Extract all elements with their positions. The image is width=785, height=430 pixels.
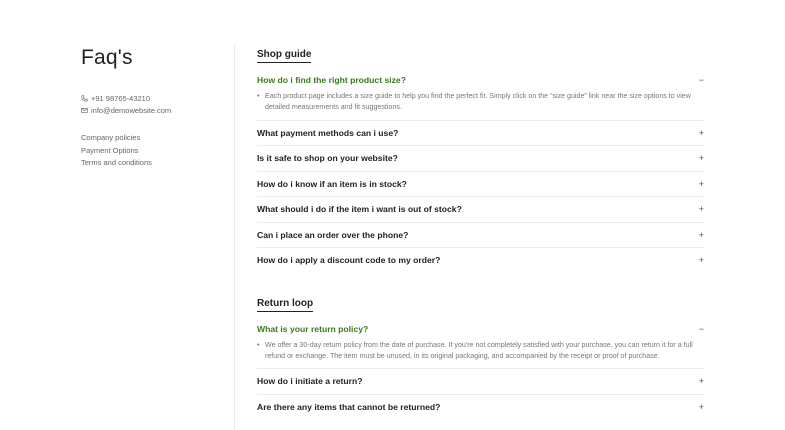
minus-icon[interactable]: − (698, 75, 704, 85)
faq-question-button[interactable] (257, 318, 704, 340)
faq-question: What should i do if the item i want is out of stock? (257, 204, 462, 215)
faq-question-button[interactable] (257, 223, 704, 248)
faq-question-button[interactable] (257, 146, 704, 171)
faq-item (257, 197, 704, 223)
faq-question: How do i find the right product size? (257, 75, 406, 85)
section-shop-guide (257, 44, 704, 273)
link-payment-options[interactable]: Payment Options (81, 145, 139, 155)
faq-item (257, 395, 704, 420)
plus-icon[interactable]: + (698, 204, 704, 215)
faq-answer-text: We offer a 30-day return policy from the date of purchase. If you're not completely satisfied with your purchase, you can return it for a full refund or exchange. The item must be unused, in its original packaging, and accompanied by the receipt or proof of purchase. (265, 340, 693, 360)
faq-answer (257, 340, 704, 369)
faq-item (257, 223, 704, 249)
minus-icon[interactable]: − (698, 323, 704, 334)
phone-number: +91 98765-43210 (91, 93, 151, 103)
faq-question: Can i place an order over the phone? (257, 229, 409, 240)
faq-question: How do i know if an item is in stock? (257, 178, 407, 189)
contact-info (81, 92, 231, 116)
faq-question-button[interactable] (257, 121, 704, 146)
section-title-shop-guide: Shop guide (257, 49, 311, 63)
plus-icon[interactable]: + (698, 153, 704, 164)
faq-item (257, 69, 704, 121)
faq-content (257, 44, 704, 419)
faq-answer-text: Each product page includes a size guide to help you find the perfect fit. Simply click on the “size guide” link near the size options to view detailed measurements and fit suggestions. (265, 92, 691, 112)
faq-question: Is it safe to shop on your website? (257, 153, 398, 164)
mail-icon (81, 107, 88, 114)
plus-icon[interactable]: + (698, 376, 704, 387)
vertical-divider (234, 44, 235, 430)
faq-question: What is your return policy? (257, 323, 369, 334)
link-company-policies[interactable]: Company policies (81, 133, 141, 142)
faq-item (257, 146, 704, 172)
phone-row[interactable] (81, 92, 231, 104)
faq-item (257, 248, 704, 273)
faq-question: How do i apply a discount code to my order? (257, 255, 441, 266)
faq-question-button[interactable] (257, 172, 704, 197)
policy-links (81, 132, 231, 170)
faq-question-button[interactable] (257, 69, 704, 91)
faq-question-button[interactable] (257, 197, 704, 222)
section-spacer (257, 273, 704, 293)
bullet-icon: • (257, 340, 260, 349)
section-title-return-loop: Return loop (257, 298, 313, 312)
plus-icon[interactable]: + (698, 127, 704, 138)
bullet-icon: • (257, 92, 260, 100)
email-address: info@demowebsite.com (91, 105, 172, 115)
faq-item (257, 121, 704, 147)
faq-question: Are there any items that cannot be returned? (257, 401, 441, 412)
faq-question-button[interactable] (257, 395, 704, 420)
faq-question-button[interactable] (257, 248, 704, 273)
plus-icon[interactable]: + (698, 255, 704, 266)
plus-icon[interactable]: + (698, 229, 704, 240)
faq-question: How do i initiate a return? (257, 376, 363, 387)
plus-icon[interactable]: + (698, 401, 704, 412)
sidebar (81, 46, 231, 170)
faq-item (257, 172, 704, 198)
faq-item (257, 318, 704, 370)
phone-icon (81, 95, 88, 102)
faq-item (257, 369, 704, 395)
faq-question: What payment methods can i use? (257, 127, 399, 138)
email-row[interactable] (81, 104, 231, 116)
page-title: Faq's (81, 46, 133, 69)
section-return-loop (257, 293, 704, 420)
faq-question-button[interactable] (257, 369, 704, 394)
plus-icon[interactable]: + (698, 178, 704, 189)
link-terms-and-conditions[interactable]: Terms and conditions (81, 158, 152, 167)
faq-answer (257, 91, 704, 120)
